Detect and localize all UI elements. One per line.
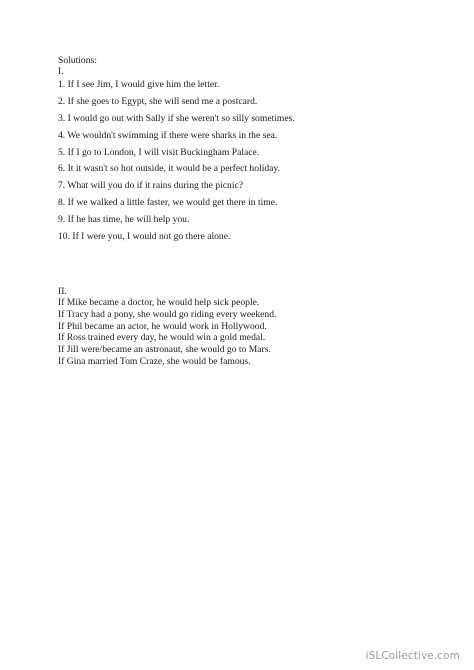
answer-item-3: 3. I would go out with Sally if she weren't so silly sometimes. xyxy=(58,112,295,124)
answer-sentence-1: If Mike became a doctor, he would help sick people. xyxy=(58,297,260,308)
section-1-numeral: I. xyxy=(58,66,64,77)
solutions-heading: Solutions: xyxy=(58,55,97,66)
answer-item-1: 1. If I see Jim, I would give him the letter. xyxy=(58,79,220,90)
solutions-section-2 xyxy=(58,286,276,368)
answer-sentence-3: If Phil became an actor, he would work in Hollywood. xyxy=(58,320,267,332)
answer-sentence-6: If Gina married Tom Craze, she would be famous. xyxy=(58,355,251,367)
answer-item-5: 5. If I go to London, I will visit Buckingham Palace. xyxy=(58,146,260,158)
site-watermark: iSLCollective.com xyxy=(365,650,460,662)
answer-item-2: 2. If she goes to Egypt, she will send me a postcard. xyxy=(58,95,258,107)
answer-item-9: 9. If he has time, he will help you. xyxy=(58,214,190,226)
solutions-section-1 xyxy=(58,55,438,246)
answer-item-4: 4. We wouldn't swimming if there were sharks in the sea. xyxy=(58,129,278,141)
answer-item-8: 8. If we walked a little faster, we would get there in time. xyxy=(58,197,278,209)
answer-item-6: 6. It it wasn't so hot outside, it would be a perfect holiday. xyxy=(58,163,280,175)
answer-sentence-4: If Ross trained every day, he would win a gold medal. xyxy=(58,332,266,344)
answer-item-10: 10. If I were you, I would not go there alone. xyxy=(58,231,231,243)
answer-sentence-5: If Jill were/became an astronaut, she would go to Mars. xyxy=(58,344,271,356)
answer-item-7: 7. What will you do if it rains during the picnic? xyxy=(58,180,243,192)
answer-sentence-2: If Tracy had a pony, she would go riding every weekend. xyxy=(58,308,277,320)
section-2-numeral: II. xyxy=(58,286,67,297)
